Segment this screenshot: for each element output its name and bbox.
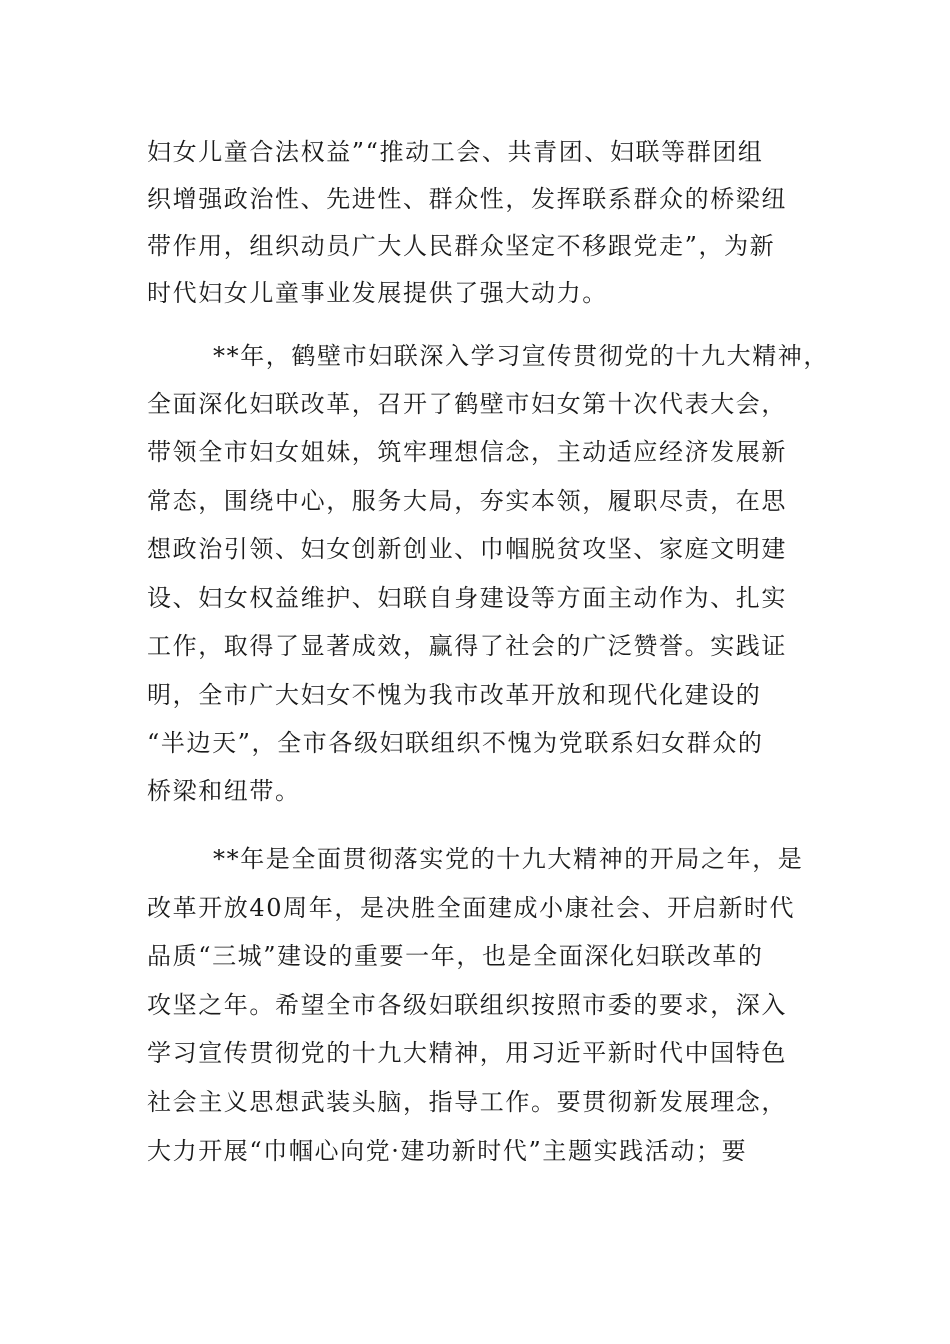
paragraph-first-line: **年是全面贯彻落实党的十九大精神的开局之年，是 (213, 845, 804, 873)
text-line: 设、妇女权益维护、妇联自身建设等方面主动作为、扎实 (147, 584, 787, 612)
text-line: 攻坚之年。希望全市各级妇联组织按照市委的要求，深入 (147, 991, 787, 1019)
text-line: “半边天”，全市各级妇联组织不愧为党联系妇女群众的 (147, 729, 764, 757)
paragraph-first-line: **年，鹤壁市妇联深入学习宣传贯彻党的十九大精神， (213, 342, 829, 370)
text-line: 社会主义思想武装头脑，指导工作。要贯彻新发展理念， (147, 1088, 787, 1116)
text-line: 大力开展“巾帼心向党·建功新时代”主题实践活动；要 (147, 1137, 748, 1165)
text-line: 时代妇女儿童事业发展提供了强大动力。 (147, 279, 608, 307)
text-line: 学习宣传贯彻党的十九大精神，用习近平新时代中国特色 (147, 1039, 787, 1067)
text-line: 带作用，组织动员广大人民群众坚定不移跟党走”，为新 (147, 232, 776, 260)
text-line: 织增强政治性、先进性、群众性，发挥联系群众的桥梁纽 (147, 185, 787, 213)
text-line: 品质“三城”建设的重要一年，也是全面深化妇联改革的 (147, 942, 764, 970)
text-line: 改革开放40周年，是决胜全面建成小康社会、开启新时代 (147, 894, 796, 922)
text-line: 明，全市广大妇女不愧为我市改革开放和现代化建设的 (147, 681, 762, 709)
text-line: 桥梁和纽带。 (147, 777, 301, 805)
text-line: 工作，取得了显著成效，赢得了社会的广泛赞誉。实践证 (147, 632, 787, 660)
text-line: 全面深化妇联改革，召开了鹤壁市妇女第十次代表大会， (147, 390, 787, 418)
text-line: 带领全市妇女姐妹，筑牢理想信念，主动适应经济发展新 (147, 438, 787, 466)
text-line: 妇女儿童合法权益”“推动工会、共青团、妇联等群团组 (147, 138, 764, 166)
text-line: 常态，围绕中心，服务大局，夯实本领，履职尽责，在思 (147, 487, 787, 515)
text-line: 想政治引领、妇女创新创业、巾帼脱贫攻坚、家庭文明建 (147, 535, 787, 563)
